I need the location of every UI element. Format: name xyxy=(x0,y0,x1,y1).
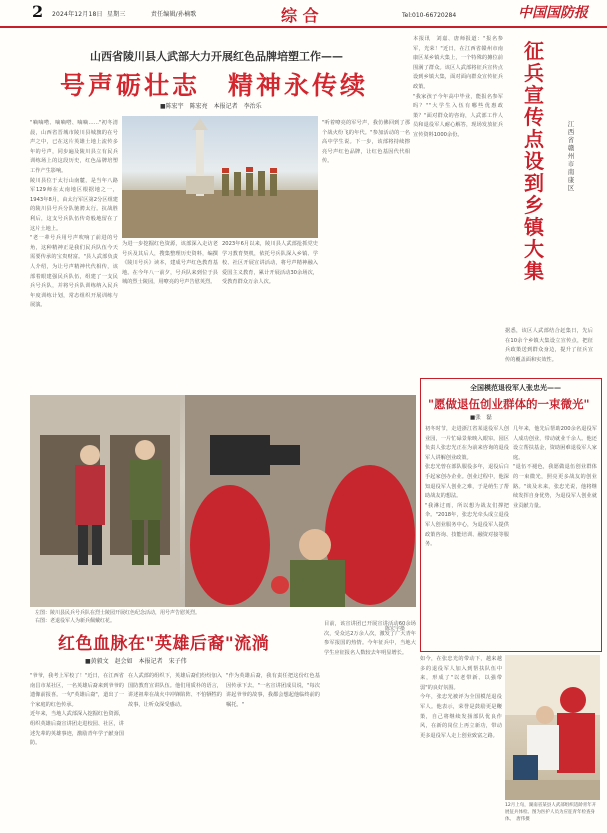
article1-para: "老一辈号兵用号声吹响了前进的号角，这种精神正是我们民兵队伍今天需要传承的宝贵财富。"县人武部负责人介绍，为让号声精神代代相传，该部着眼建强民兵队伍，组建了一支民兵号兵队，并将号兵队训练纳入民兵年度训练计划，常态组织开展训练与展演。 xyxy=(30,235,118,309)
article1-para: 为进一步挖掘红色资源，该部深入走访老号兵及其后人，搜集整理历史资料，编撰《陵川号兵》读本，建成号声红色教育基地。在今年八一前夕，号兵队来到位于县城的烈士陵园，用嘹亮的号声告慰英烈。 xyxy=(122,241,218,286)
caption-line: 左图：陵川县民兵号兵队在烈士陵园开展红色纪念活动，用号声告慰英烈。 xyxy=(35,610,201,616)
monument-photo xyxy=(122,116,318,238)
article2-para: 在人武部的组织下，英雄后裔们纷纷加入国防教育宣讲队伍。他们用质朴的语言，讲述祖辈在战火中冲锋陷阵、不怕牺牲的故事，让听众深受感动。 xyxy=(128,673,222,708)
article4-para: 初冬时节，走进浙江省某退役军人创业园，一片忙碌景象映入眼帘。园区负责人张忠光正在为前来咨询的退役军人讲解创业政策。 xyxy=(425,426,509,461)
article1-column-4 xyxy=(322,119,410,389)
article2-column-1 xyxy=(30,672,124,828)
article3-para: "我家孩子今年高中毕业，能报名参军吗？""大学生入伍有哪些优惠政策？"面对群众的咨询，人武部工作人员和退役军人耐心解答，现场发放征兵宣传资料1000余份。 xyxy=(413,93,503,138)
medical-check-photo xyxy=(505,655,600,800)
article1-column-3 xyxy=(222,240,318,387)
weekday-text: 星期三 xyxy=(106,11,126,18)
article2-column-3 xyxy=(226,672,320,828)
article1-column-2 xyxy=(122,240,218,387)
article3-column-1 xyxy=(413,35,503,307)
article1-para: "嘀嘀嗒、嘀嘀嗒、嘀嘀……"初冬清晨，山西省晋城市陵川县城旗的在号声之中，已在这片英雄土地上流传多年的号声，同步遍及陵川县立有民兵训练场上的这段历史，红色品牌培塑工作产生影响。 xyxy=(30,120,118,174)
article1-para: 2023年6月以来，陵川县人武部抢抓党史学习教育契机，依托号兵队深入乡镇、学校、社区开展宣讲活动，将号声精神融入爱国主义教育，累计开展活动30余场次，受教育群众万余人次。 xyxy=(222,241,318,286)
editor-text: 责任编辑/孙楠歌 xyxy=(150,11,197,18)
veterans-illustration xyxy=(30,395,416,607)
date-text: 2024年12月18日 xyxy=(52,11,103,18)
medical-check-caption: 12月上旬，湖南省某县人武部组织适龄青年开展征兵体检。图为医护人员为应征青年检查身体。 唐伟摄 xyxy=(505,803,597,822)
article2-para: "作为英雄后裔，我有责任把这份红色基因传承下去。"一名宣讲团成员说，"每次讲起爷爷的故事，我都会想起他临终前的嘱托。" xyxy=(226,673,320,708)
article4-kicker: 全国模范退役军人张忠光—— xyxy=(470,384,561,392)
article2-column-4 xyxy=(324,620,416,828)
article1-headline: 号声砺壮志 精神永传续 xyxy=(60,71,369,100)
article1-para: "听着嘹亮的军号声，我仿佛回到了那个战火纷飞的年代。"参加活动的一名高中学生说。下一步，该部将持续擦亮号声红色品牌，让红色基因代代相传。 xyxy=(322,120,410,165)
article4-byline: ■张 磊 xyxy=(470,415,492,421)
article2-para: 目前，该宣讲团已开展宣讲活动60余场次，受众达2万余人次，激发了广大青年参军报国的热情。今年征兵中，当地大学生应征报名人数较去年明显增长。 xyxy=(324,621,416,656)
article4-para: 几年来，他先后帮助200余名退役军人成功创业，带动就业千余人。他还设立帮扶基金，资助困难退役军人家庭。 xyxy=(513,426,597,461)
article2-para: 近年来，当地人武部深入挖掘红色资源，组织英雄后裔宣讲团走进校园、社区，讲述先辈的英雄事迹，激励青年学子献身国防。 xyxy=(30,711,124,747)
article2-byline: ■黄毅文 赵会如 本报记者 宋子伟 xyxy=(85,658,187,665)
article4-para: 如今，在张忠光的带动下，越来越多的退役军人加入到帮扶队伍中来，形成了"以老带新、以强带弱"的良好氛围。 xyxy=(420,656,502,691)
article4-para: 今年，张忠光被评为全国模范退役军人。他表示，荣誉是鼓励更是鞭策，自己将继续发扬部队优良作风，在新的岗位上再立新功，带动更多退役军人走上创业致富之路。 xyxy=(420,694,502,739)
medical-check-illustration xyxy=(505,655,600,800)
article4-column-2 xyxy=(513,425,597,647)
article4-para: 张忠光曾在部队服役多年，退役后白手起家创办企业。创业过程中，他深知退役军人创业之难，于是萌生了帮助战友的想法。 xyxy=(425,464,509,500)
caption-credit: 陈宏宇摄 xyxy=(384,626,405,632)
article2-para: "爷爷，我考上军校了！"近日，在江西省南昌市某社区，一名英雄后裔来到爷爷的遗像前报喜。一句"英雄后裔"，道出了一个家庭的红色传承。 xyxy=(30,673,124,708)
page-number: 2 xyxy=(32,2,44,21)
article3-headline: 征兵宣传点设到乡镇大集 xyxy=(524,39,544,283)
veterans-photo xyxy=(30,395,416,607)
article1-byline: ■陈宏宇 陈宏亮 本报记者 李治乐 xyxy=(160,103,262,110)
header-date xyxy=(52,9,197,18)
article3-para: 据悉，该区人武部结合赶集日，先后在10余个乡镇大集设立宣传点，把征兵政策送到群众身边，提升了征兵宣传的覆盖面和实效性。 xyxy=(505,328,593,363)
article2-headline: 红色血脉在"英雄后裔"流淌 xyxy=(58,634,270,654)
article1-column-1 xyxy=(30,119,118,391)
header-tel: Tel:010-66720284 xyxy=(402,12,457,19)
monument-illustration xyxy=(122,116,318,238)
article2-column-2 xyxy=(128,672,222,828)
article3-location: 江西省赣州市南康区 xyxy=(567,120,575,192)
article3-column-2 xyxy=(505,327,593,363)
newspaper-logo: 中国国防报 xyxy=(518,5,588,21)
article4-para: "我淋过雨，所以想为战友们撑把伞。"2018年，张忠光牵头成立退役军人创业服务中心，为退役军人提供政策咨询、技能培训、融资对接等服务。 xyxy=(425,502,509,548)
article4-column-3 xyxy=(420,655,502,825)
article1-kicker: 山西省陵川县人武部大力开展红色品牌培塑工作—— xyxy=(90,50,343,63)
article4-column-1 xyxy=(425,425,509,647)
section-title: 综 合 xyxy=(281,6,319,25)
article1-para: 陵川县位于太行山南麓，是当年八路军129师在太南地区根据地之一，1943年8月，由太行军区第2分区组建的陵川县号兵分队驰骋太行。抗战胜利后，这支号兵队伍传奇般地留在了这片土地上。 xyxy=(30,177,118,232)
article4-headline: "愿做退伍创业群体的一束微光" xyxy=(428,397,590,411)
article4-para: "退伍不褪色，我愿做退伍创业群体的一束微光，照亮更多战友的创业路。"谈及未来，张忠光说，他将继续发挥自身优势，为退役军人创业就业贡献力量。 xyxy=(513,464,597,509)
article3-para: 本报讯 刘嘉、唐师报道："报名参军，光荣！"近日，在江西省赣州市南康区某乡镇大集上，一个特殊的摊位前围满了群众。该区人武部将征兵宣传点设到乡镇大集，面对面向群众宣传征兵政策。 xyxy=(413,36,503,90)
caption-line: 右图：老退役军人为新兵佩戴红花。 xyxy=(35,618,116,624)
